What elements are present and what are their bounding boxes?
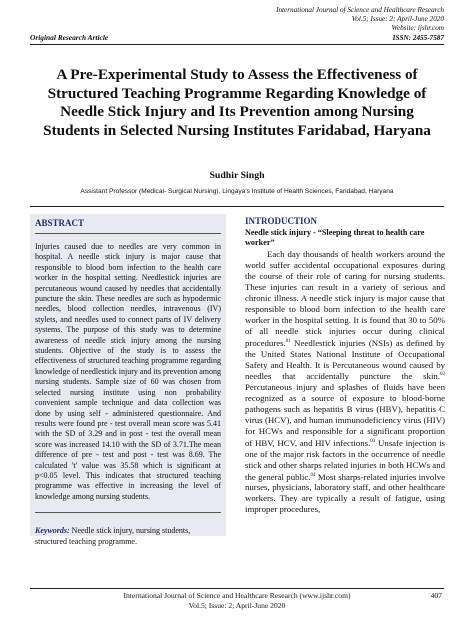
abstract-text: Injuries caused due to needles are very common in hospital. A needle stick injury is major cause that responsible to blood born infection to the health care worker in the hospital setting. Needlestick injuries are percutaneous wound caused by needles that accidentally puncture the skin. These needles are such as hypodermic needles, blood collection needles, intravenous (IV) stylets, and needles used to connect parts of IV delivery systems. The purpose of this study was to determine awareness of needle stick injury among the nursing students. Objective of the study is to assess the effectiveness of structured teaching programme regarding knowledge of needlestick injury and its prevention among nursing students. Sample size of 60 was chosen from selected nursing institute using non probability convenient sample technique and data collection was done by using self - administered questionnaire. And results were found pre - test overall mean score was 5.41 with the SD of 3.29 and in post - test the overall mean score was increased 14.10 with the SD of 3.71.The mean difference of pre - test and post - test was 8.69. The calculated 't' value was 35.58 which is significant at p<0.05 level. This indicates that structured teaching programme was effective in increasing the level of knowledge among nursing students. [35, 242, 221, 501]
intro-para-5: Most sharps-related injuries involve nurses, physicians, laboratory staff, and other healthcare workers. They are typically a result of fatigue, using improper procedures, [245, 471, 445, 515]
article-type: Original Research Article [30, 33, 109, 42]
keywords-divider [35, 512, 221, 513]
keywords-label: Keywords: [35, 526, 70, 536]
journal-volume: Vol.5; Issue: 2; April-June 2020 [351, 15, 444, 24]
author-name: Sudhir Singh [209, 170, 265, 181]
intro-para-4: Unsafe injection is one of the major risk factors in the occurrence of needle stick and other sharps related injuries in both HCWs and the general public. [245, 437, 445, 482]
footer-divider [30, 588, 444, 589]
introduction-subheading: Needle stick injury - “Sleeping threat to health care worker” [245, 228, 425, 248]
abstract-box [30, 214, 226, 546]
introduction-column [245, 216, 445, 515]
journal-name: International Journal of Science and Healthcare Research [276, 6, 444, 14]
abstract-heading: ABSTRACT [35, 218, 85, 228]
author-affiliation: Assistant Professor (Medical- Surgical Nursing), Lingaya's Institute of Health Sciences, Faridabad, Haryana [80, 188, 394, 195]
introduction-heading: INTRODUCTION [245, 216, 318, 226]
website-link[interactable]: ijshr.com [417, 24, 444, 33]
paper-title: A Pre-Experimental Study to Assess the Effectiveness of Structured Teaching Programme Regarding Knowledge of Needle Stick Injury and Its Prevention among Nursing Students in Selected Nursing Institutes Faridabad, Haryana [43, 66, 431, 139]
journal-issn: ISSN: 2455-7587 [392, 33, 444, 42]
page-number: 407 [430, 591, 442, 600]
abstract-divider [35, 233, 221, 234]
citation-ref-1: 01 [285, 338, 291, 344]
citation-ref-4: 04 [310, 472, 316, 478]
keywords-text: Needle stick injury, nursing students, structured teaching programme. [35, 526, 191, 546]
header-divider [30, 44, 444, 45]
website-label: Website: [391, 24, 418, 33]
affiliation-divider [30, 206, 444, 207]
keywords [35, 526, 221, 547]
introduction-text [245, 249, 445, 515]
citation-ref-3: 03 [370, 438, 376, 444]
intro-para-2: Needlestick injuries (NSIs) as defined by the United States National Institute of Occupational Safety and Health. It is Percutaneous wound caused by needles that accidentally puncture the skin. [245, 337, 445, 382]
page-footer [30, 591, 444, 610]
footer-volume: Vol.5; Issue: 2; April-June 2020 [188, 600, 286, 610]
intro-para-3: Percutaneous injury and splashes of fluids have been recognized as a source of exposure to blood-borne pathogens such as hepatitis B virus (HBV), hepatitis C virus (HCV), and human immunodeficiency virus (HIV) for HCWs and responsible for a significant proportion of HBV, HCV, and HIV infections. [245, 382, 445, 448]
journal-website [144, 24, 444, 33]
citation-ref-2: 02 [440, 372, 445, 378]
footer-journal: International Journal of Science and Healthcare Research (www.ijshr.com) [123, 591, 351, 600]
journal-header [144, 6, 444, 43]
intro-para-1: Each day thousands of health workers around the world suffer accidental occupational exposures during the course of their role of caring for nursing students. These injuries can result in a variety of serious and chronic illness. A needle stick injury is major cause that responsible to blood born infection to the health care worker in the hospital setting. It is found that 30 to 50% of all needle stick injuries occur during clinical procedures. [245, 249, 445, 348]
